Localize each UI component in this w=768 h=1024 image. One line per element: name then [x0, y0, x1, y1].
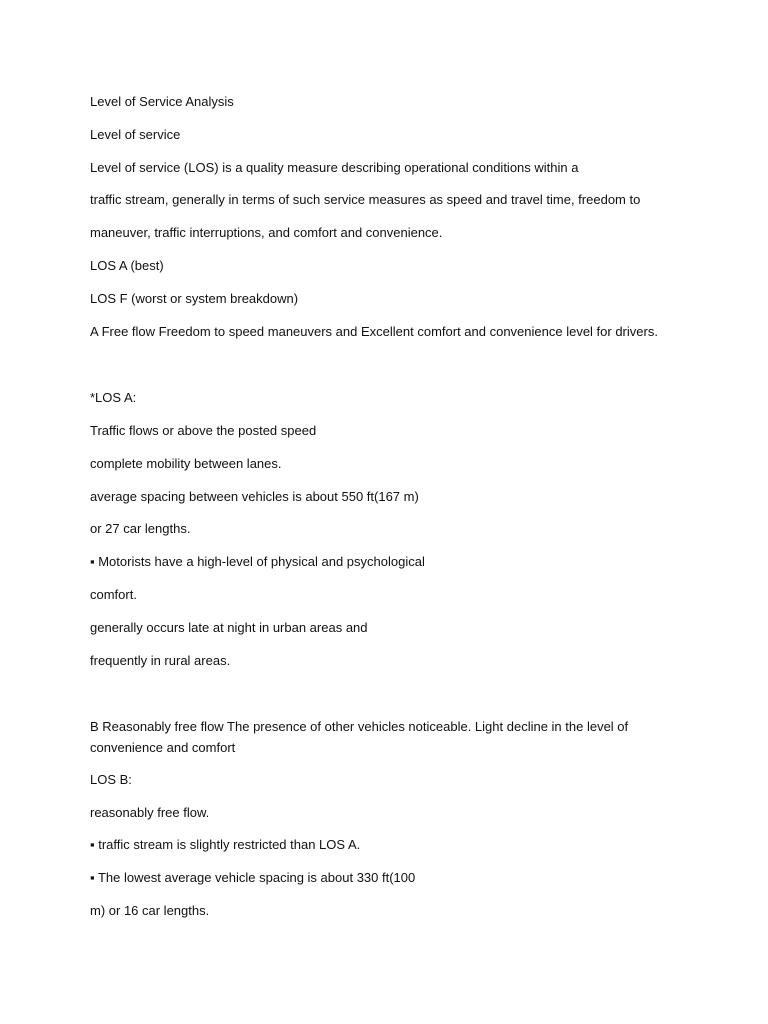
paragraph-line: B Reasonably free flow The presence of other vehicles noticeable. Light decline in the level of convenience and comfort: [90, 719, 629, 755]
paragraph-line: LOS F (worst or system breakdown): [90, 291, 299, 306]
paragraph-line: traffic stream, generally in terms of such service measures as speed and travel time, freedom to: [90, 192, 641, 207]
paragraph-line: ▪ The lowest average vehicle spacing is about 330 ft(100: [90, 870, 416, 885]
paragraph-line: m) or 16 car lengths.: [90, 903, 210, 918]
paragraph-line: generally occurs late at night in urban areas and: [90, 620, 368, 635]
paragraph-line: A Free flow Freedom to speed maneuvers and Excellent comfort and convenience level for drivers.: [90, 324, 658, 339]
document-title: Level of Service Analysis: [90, 94, 234, 109]
paragraph-line: Traffic flows or above the posted speed: [90, 423, 317, 438]
paragraph-line: reasonably free flow.: [90, 805, 210, 820]
paragraph-line: complete mobility between lanes.: [90, 456, 282, 471]
paragraph-line: ▪ Motorists have a high-level of physical and psychological: [90, 554, 425, 569]
paragraph-line: ▪ traffic stream is slightly restricted than LOS A.: [90, 837, 361, 852]
paragraph-line: *LOS A:: [90, 390, 137, 405]
paragraph-line: maneuver, traffic interruptions, and comfort and convenience.: [90, 225, 443, 240]
paragraph-line: comfort.: [90, 587, 137, 602]
paragraph-line: average spacing between vehicles is about 550 ft(167 m): [90, 489, 419, 504]
section-heading: Level of service: [90, 127, 181, 142]
paragraph-line: LOS A (best): [90, 258, 164, 273]
paragraph-line: Level of service (LOS) is a quality measure describing operational conditions within a: [90, 160, 579, 175]
paragraph-line: LOS B:: [90, 772, 132, 787]
paragraph-line: frequently in rural areas.: [90, 653, 231, 668]
paragraph-line: or 27 car lengths.: [90, 521, 191, 536]
